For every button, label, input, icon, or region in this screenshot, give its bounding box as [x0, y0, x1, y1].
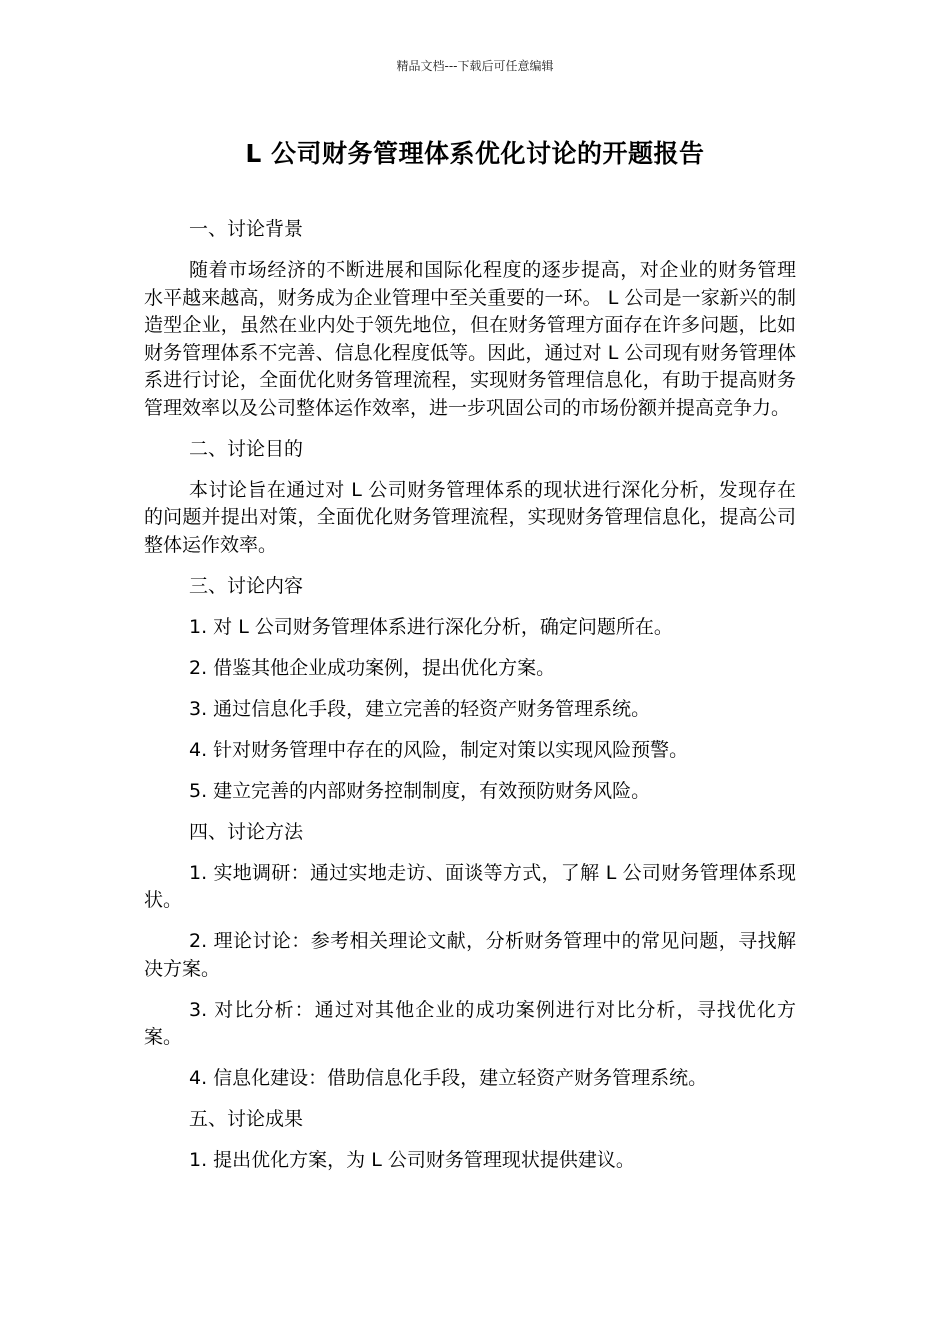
list-item-method: 1. 实地调研：通过实地走访、面谈等方式，了解 L 公司财务管理体系现状。: [144, 861, 796, 911]
list-item-content: 1. 对 L 公司财务管理体系进行深化分析，确定问题所在。: [189, 615, 673, 638]
list-item-content: 5. 建立完善的内部财务控制制度，有效预防财务风险。: [189, 779, 651, 802]
section-heading-content: 三、讨论内容: [189, 574, 304, 597]
section-heading-results: 五、讨论成果: [189, 1108, 304, 1130]
list-item-result: 1. 提出优化方案，为 L 公司财务管理现状提供建议。: [189, 1149, 635, 1171]
list-item-method: 2. 理论讨论：参考相关理论文献，分析财务管理中的常见问题，寻找解决方案。: [144, 930, 796, 980]
list-item-content: 2. 借鉴其他企业成功案例，提出优化方案。: [189, 656, 556, 679]
list-item-content: 3. 通过信息化手段，建立完善的轻资产财务管理系统。: [189, 697, 651, 720]
header-note: 精品文档---下载后可任意编辑: [396, 59, 554, 73]
document-title: L 公司财务管理体系优化讨论的开题报告: [245, 139, 705, 168]
section-heading-background: 一、讨论背景: [189, 218, 304, 240]
document-body: [144, 216, 796, 1188]
section-heading-purpose: 二、讨论目的: [189, 437, 304, 460]
paragraph-purpose: 本讨论旨在通过对 L 公司财务管理体系的现状进行深化分析，发现存在的问题并提出对策，全面优化财务管理流程，实现财务管理信息化，提高公司整体运作效率。: [144, 478, 796, 556]
paragraph-background: 随着市场经济的不断进展和国际化程度的逐步提高，对企业的财务管理水平越来越高，财务成为企业管理中至关重要的一环。 L 公司是一家新兴的制造型企业，虽然在业内处于领先地位，但在财务管理方面存在许多问题，比如财务管理体系不完善、信息化程度低等。因此，通过对 L 公司现有财务管理体系进行讨论，全面优化财务管理流程，实现财务管理信息化，有助于提高财务管理效率以及公司整体运作效率，进一步巩固公司的市场份额并提高竞争力。: [144, 259, 796, 419]
section-heading-methods: 四、讨论方法: [189, 820, 304, 843]
list-item-method: 3. 对比分析：通过对其他企业的成功案例进行对比分析，寻找优化方案。: [144, 998, 796, 1048]
list-item-method: 4. 信息化建设：借助信息化手段，建立轻资产财务管理系统。: [189, 1067, 708, 1089]
list-item-content: 4. 针对财务管理中存在的风险，制定对策以实现风险预警。: [189, 738, 689, 761]
